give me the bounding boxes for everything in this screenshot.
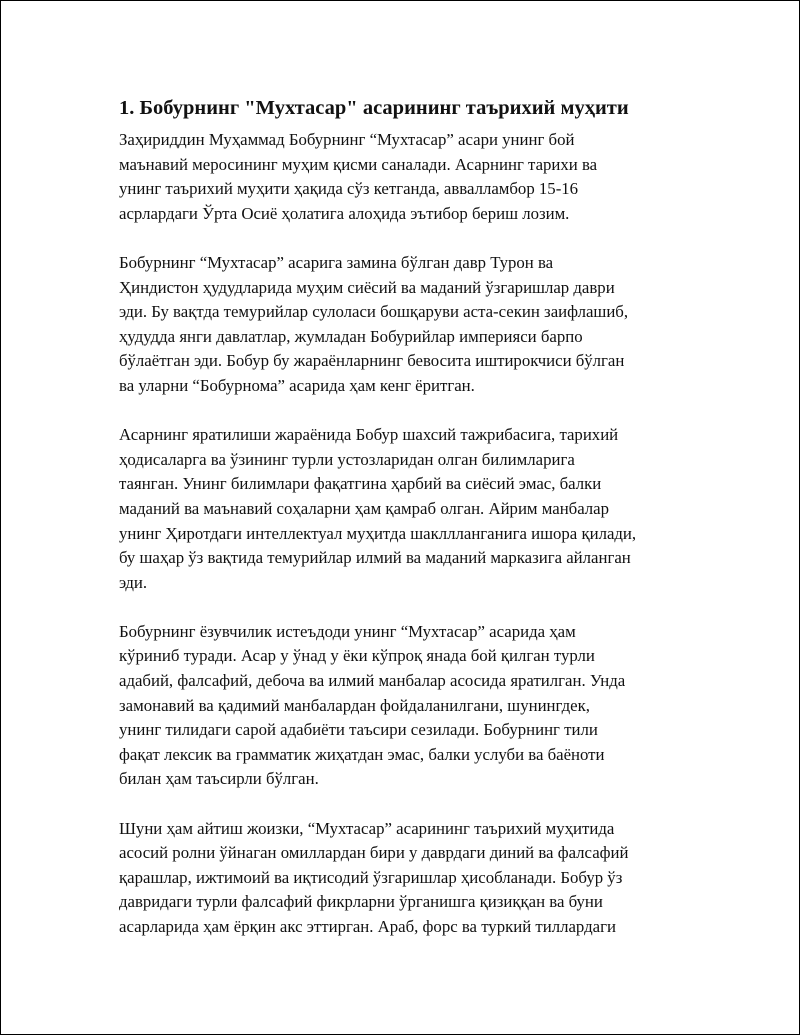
paragraph-line: Асарнинг яратилиши жараёнида Бобур шахсий тажрибасига, тарихий <box>119 425 619 445</box>
paragraph <box>119 423 699 595</box>
paragraph-line: Бобурнинг “Мухтасар” асарига замина бўлган давр Турон ва <box>119 252 554 272</box>
paragraph <box>119 817 699 940</box>
paragraph-line: маданий ва маънавий соҳаларни ҳам қамраб олган. Айрим манбалар <box>119 498 610 518</box>
paragraph <box>119 251 699 399</box>
paragraph-line: Ҳиндистон ҳудудларида муҳим сиёсий ва маданий ўзгаришлар даври <box>119 277 615 297</box>
paragraph-line: замонавий ва қадимий манбалардан фойдаланилгани, шунингдек, <box>119 695 590 715</box>
paragraph-line: асарларида ҳам ёрқин акс эттирган. Араб, форс ва туркий тиллардаги <box>119 917 616 936</box>
document-body <box>119 94 699 964</box>
paragraph-line: ҳудудда янги давлатлар, жумладан Бобурийлар империяси барпо <box>119 326 583 346</box>
paragraph-line: унинг Ҳиротдаги интеллектуал муҳитда шакллланганига ишора қилади, <box>119 523 637 543</box>
paragraph-line: бу шаҳар ўз вақтида темурийлар илмий ва маданий марказига айланган <box>119 548 631 568</box>
paragraph <box>119 620 699 792</box>
paragraph-line: бўлаётган эди. Бобур бу жараёнларнинг бевосита иштирокчиси бўлган <box>119 351 625 371</box>
paragraph-line: адабий, фалсафий, дебоча ва илмий манбалар асосида яратилган. Унда <box>119 671 626 691</box>
paragraph-line: Бобурнинг ёзувчилик истеъдоди унинг “Мухтасар” асарида ҳам <box>119 621 576 641</box>
paragraph-line: эди. <box>119 572 148 592</box>
paragraph-line: унинг тилидаги сарой адабиёти таъсири сезилади. Бобурнинг тили <box>119 720 598 740</box>
paragraph-line: маънавий меросининг муҳим қисми саналади. Асарнинг тарихи ва <box>119 154 598 174</box>
paragraph-line: асрлардаги Ўрта Осиё ҳолатига алоҳида эътибор бериш лозим. <box>119 203 570 223</box>
paragraph-line: ва уларни “Бобурнома” асарида ҳам кенг ёритган. <box>119 375 475 395</box>
paragraph-line: таянган. Унинг билимлари фақатгина ҳарбий ва сиёсий эмас, балки <box>119 474 602 494</box>
section-title: 1. Бобурнинг "Мухтасар" асарининг таърихий муҳити <box>119 97 629 119</box>
paragraph-line: билан ҳам таъсирли бўлган. <box>119 769 319 789</box>
paragraph-line: асосий ролни ўйнаган омиллардан бири у даврдаги диний ва фалсафий <box>119 843 629 863</box>
paragraph-line: қарашлар, ижтимоий ва иқтисодий ўзгаришлар ҳисобланади. Бобур ўз <box>119 867 623 887</box>
paragraph-line: эди. Бу вақтда темурийлар сулоласи бошқаруви аста-секин заифлашиб, <box>119 302 629 322</box>
paragraph-line: ҳодисаларга ва ўзининг турли устозларидан олган билимларига <box>119 449 575 469</box>
paragraph-line: кўриниб туради. Асар у ўнад у ёки кўпроқ янада бой қилган турли <box>119 646 595 666</box>
paragraph-line: Шуни ҳам айтиш жоизки, “Мухтасар” асарининг таърихий муҳитида <box>119 818 615 838</box>
paragraph <box>119 128 699 226</box>
paragraph-line: унинг таърихий муҳити ҳақида сўз кетганда, аввалламбор 15-16 <box>119 179 579 199</box>
paragraph-line: Заҳириддин Муҳаммад Бобурнинг “Мухтасар” асари унинг бой <box>119 130 575 149</box>
paragraph-line: давридаги турли фалсафий фикрларни ўрганишга қизиққан ва буни <box>119 892 603 912</box>
paragraph-line: фақат лексик ва грамматик жиҳатдан эмас, балки услуби ва баёноти <box>119 744 605 764</box>
